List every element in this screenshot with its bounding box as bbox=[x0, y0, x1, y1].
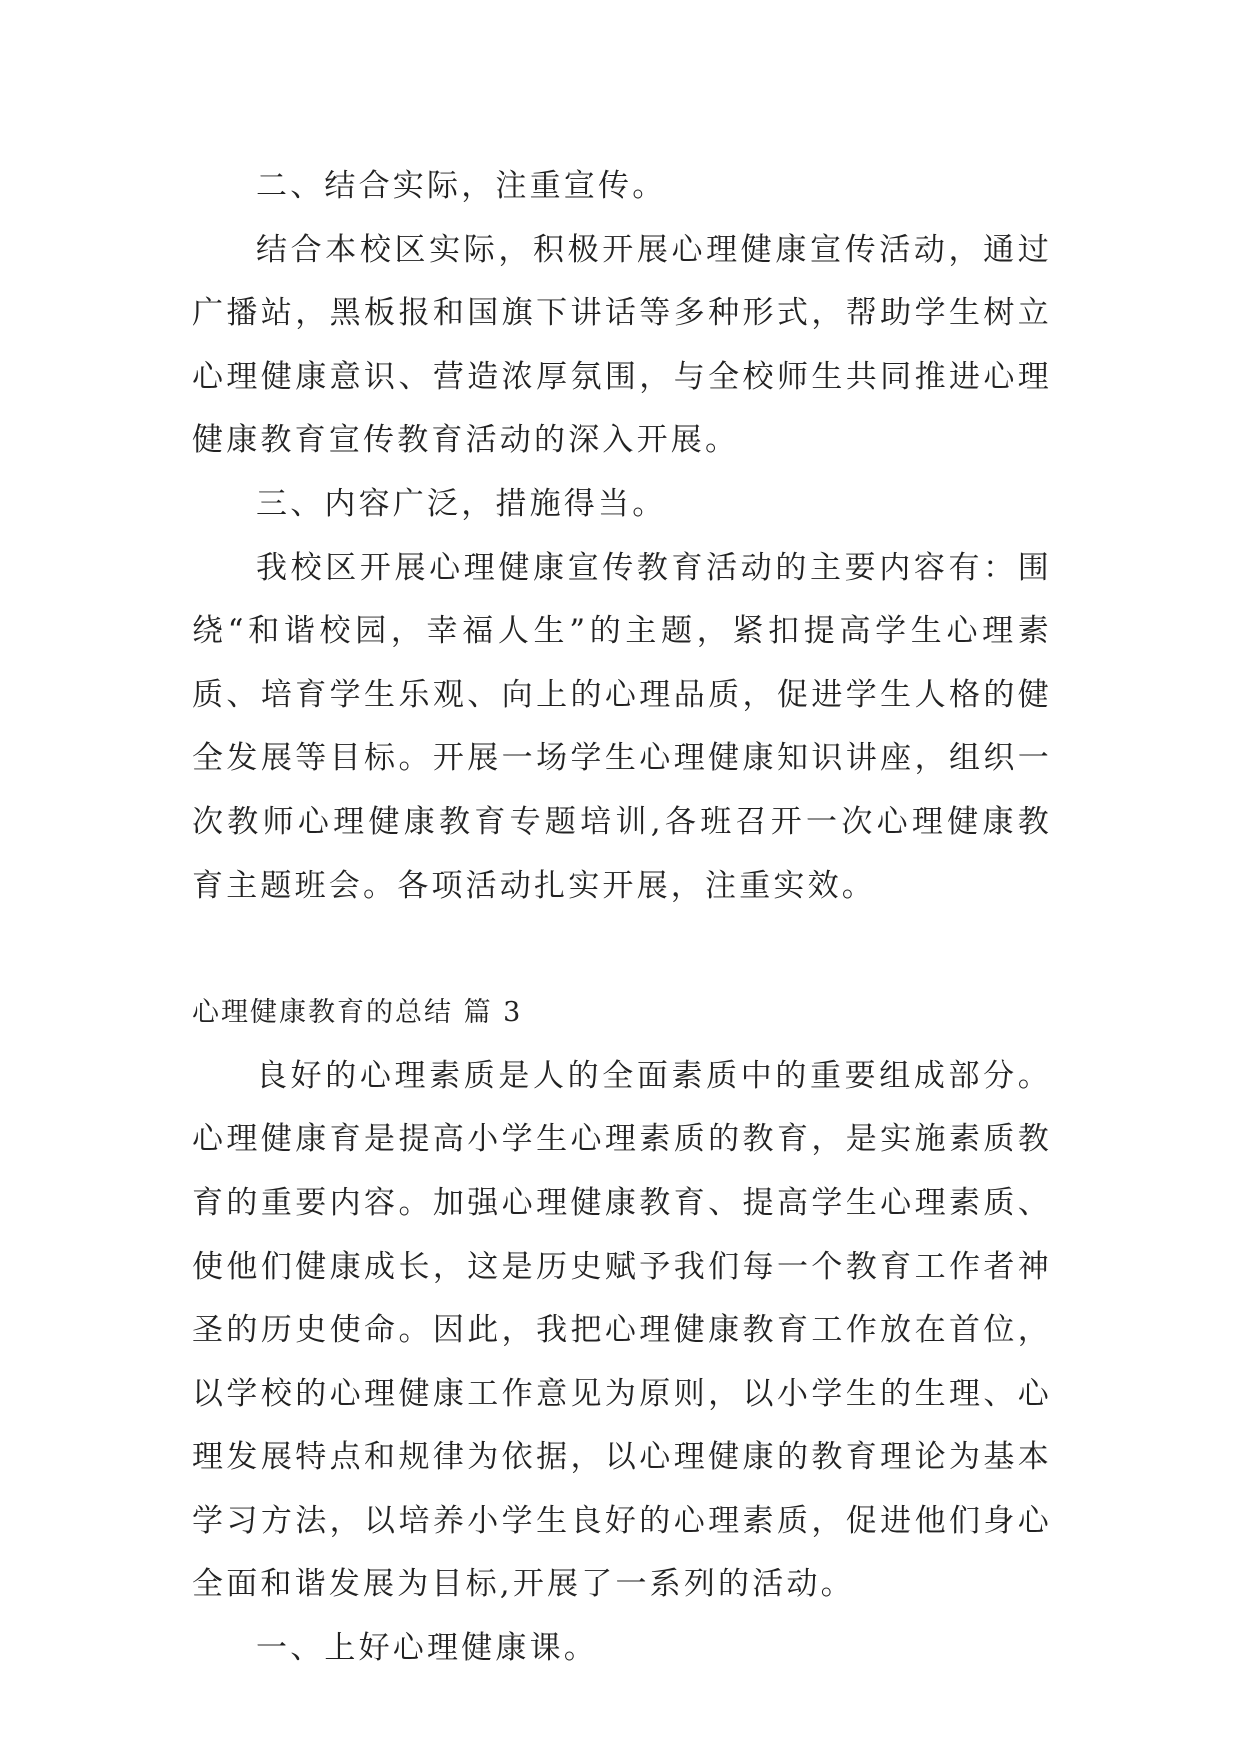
paragraph-gap bbox=[192, 918, 1052, 981]
article-intro-paragraph: 良好的心理素质是人的全面素质中的重要组成部分。心理健康育是提高小学生心理素质的教育，是实施素质教育的重要内容。加强心理健康教育、提高学生心理素质、使他们健康成长，这是历史赋予我们每一个教育工作者神圣的历史使命。因此，我把心理健康教育工作放在首位，以学校的心理健康工作意见为原则，以小学生的生理、心理发展特点和规律为依据，以心理健康的教育理论为基本学习方法，以培养小学生良好的心理素质，促进他们身心全面和谐发展为目标,开展了一系列的活动。 bbox=[192, 1057, 1052, 1603]
section-one-heading: 一、上好心理健康课。 bbox=[256, 1630, 598, 1667]
section-three-body: 我校区开展心理健康宣传教育活动的主要内容有：围绕“和谐校园，幸福人生”的主题，紧扣提高学生心理素质、培育学生乐观、向上的心理品质，促进学生人格的健全发展等目标。开展一场学生心理健康知识讲座，组织一次教师心理健康教育专题培训,各班召开一次心理健康教育主题班会。各项活动扎实开展，注重实效。 bbox=[192, 549, 1052, 904]
section-three-heading: 三、内容广泛，措施得当。 bbox=[256, 485, 667, 522]
section-two-heading: 二、结合实际，注重宣传。 bbox=[256, 168, 667, 204]
document-page bbox=[192, 155, 1052, 1681]
article-heading: 心理健康教育的总结 篇 3 bbox=[192, 997, 523, 1029]
section-two-body: 结合本校区实际，积极开展心理健康宣传活动，通过广播站，黑板报和国旗下讲话等多种形式，帮助学生树立心理健康意识、营造浓厚氛围，与全校师生共同推进心理健康教育宣传教育活动的深入开展。 bbox=[192, 231, 1052, 459]
